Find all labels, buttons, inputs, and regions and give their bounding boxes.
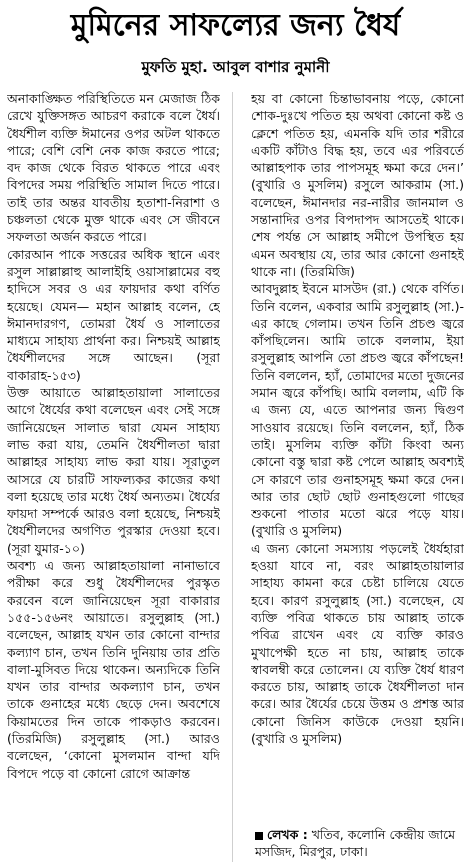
column-divider <box>232 92 233 862</box>
paragraph: অবশ্য এ জন্য আল্লাহতায়ালা নানাভাবে পরীক্ষা করে শুধু ধৈর্যশীলদের পুরস্কৃত করবেন বলে জানিয়েছেন সূরা বাকারার ১৫৫-১৫৬নং আয়াতে। রসুলুল্লাহ (সা.) বলেছেন, আল্লাহ যখন তার কোনো বান্দার কল্যাণ চান, তখন তিনি দুনিয়ায় তার প্রতি বালা-মুসিবত দিয়ে থাকেন। অন্যদিকে তিনি যখন তার বান্দার অকল্যাণ চান, তখন তাকে গুনাহের মধ্যে ছেড়ে দেন। অবশেষে কিয়ামতের দিন তাকে পাকড়াও করবেন। (তিরমিজি) রসুলুল্লাহ (সা.) আরও বলেছেন, ‘কোনো মুসলমান বান্দা যদি বিপদে পড়ে বা কোনো রোগে আক্রান্ত <box>7 558 220 781</box>
paragraph: আবদুল্লাহ ইবনে মাসউদ (রা.) থেকে বর্ণিত। তিনি বলেন, একবার আমি রসুলুল্লাহ (সা.)-এর কাছে গেলাম। তখন তিনি প্রচণ্ড জ্বরে কাঁপছিলেন। আমি তাকে বললাম, ইয়া রসুলুল্লাহ আপনি তো প্রচণ্ড জ্বরে কাঁপছেন! তিনি বললেন, হ্যাঁ, তোমাদের মতো দুজনের সমান জ্বরে কাঁপছি। আমি বললাম, এটি কি এ জন্য যে, এতে আপনার জন্য দ্বিগুণ সাওয়াব রয়েছে। তিনি বললেন, হ্যাঁ, ঠিক তাই। মুসলিম ব্যক্তি কাঁটা কিংবা অন্য কোনো বস্তু দ্বারা কষ্ট পেলে আল্লাহ অবশ্যই সে কারণে তার গুনাহসমূহ ক্ষমা করে দেন। আর তার ছোট ছোট গুনাহগুলো গাছের শুকনো পাতার মতো ঝরে পড়ে যায়। (বুখারি ও মুসলিম) <box>251 281 464 539</box>
author-byline: মুফতি মুহা. আবুল বাশার নুমানী <box>141 58 330 76</box>
paragraph: উক্ত আয়াতে আল্লাহতায়ালা সালাতের আগে ধৈর্যের কথা বলেছেন এবং সেই সঙ্গে জানিয়েছেন সালাত দ্বারা যেমন সাহায্য লাভ করা যায়, তেমনি ধৈর্যশীলতা দ্বারা আল্লাহর সাহায্য লাভ করা যায়। সূরাতুল আসরে যে চারটি সাফল্যকর কাজের কথা বলা হয়েছে তার মধ্যে ধৈর্য অন্যতম। ধৈর্যের ফায়দা সম্পর্কে আরও বলা হয়েছে, নিশ্চয়ই ধৈর্যশীলদের অগণিত পুরস্কার দেওয়া হবে। (সূরা যুমার-১০) <box>7 385 220 556</box>
author-note <box>255 826 467 860</box>
paragraph: অনাকাঙ্ক্ষিত পরিস্থিতিতে মন মেজাজ ঠিক রেখে যুক্তিসঙ্গত আচরণ করাকে বলে ধৈর্য। ধৈর্যশীল ব্যক্তি ঈমানের ওপর অটল থাকতে পারে; বেশি বেশি নেক কাজ করতে পারে; বদ কাজ থেকে বিরত থাকতে পারে এবং বিপদের সময় পরিস্থিতি সামাল দিতে পারে। তাই তার অন্তর যাবতীয় হতাশা-নিরাশা ও চঞ্চলতা থেকে মুক্ত থাকে এবং সে জীবনে সফলতা অর্জন করতে পারে। <box>7 91 220 245</box>
author-note-label: লেখক : <box>267 827 308 842</box>
paragraph: কোরআন পাকে সত্তরের অধিক স্থানে এবং রসুল সাল্লাল্লাহু আলাইহি ওয়াসাল্লামের বহু হাদিসে সবর ও এর ফায়দার কথা বর্ণিত হয়েছে। যেমন— মহান আল্লাহ বলেন, হে ঈমানদারগণ, তোমরা ধৈর্য ও সালাতের মাধ্যমে সাহায্য প্রার্থনা কর। নিশ্চয়ই আল্লাহ ধৈর্যশীলদের সঙ্গে আছেন। (সূরা বাকারাহ-১৫৩) <box>7 246 220 383</box>
article-column-left <box>7 90 220 867</box>
paragraph: এ জন্য কোনো সমস্যায় পড়লেই ধৈর্যহারা হওয়া যাবে না, বরং আল্লাহতায়ালার সাহায্য কামনা করে চেষ্টা চালিয়ে যেতে হবে। কারণ রসুলুল্লাহ (সা.) বলেছেন, যে ব্যক্তি পবিত্র থাকতে চায় আল্লাহ তাকে পবিত্র রাখেন এবং যে ব্যক্তি কারও মুখাপেক্ষী হতে না চায়, আল্লাহ তাকে স্বাবলম্বী করে তোলেন। যে ব্যক্তি ধৈর্য ধারণ করতে চায়, আল্লাহ তাকে ধৈর্যশীলতা দান করে। আর ধৈর্যের চেয়ে উত্তম ও প্রশস্ত আর কোনো জিনিস কাউকে দেওয়া হয়নি। (বুখারি ও মুসলিম) <box>251 540 464 746</box>
article-column-right <box>251 90 464 867</box>
square-bullet-icon <box>255 832 263 840</box>
author-note-text: খতিব, কলোনি কেন্দ্রীয় জামে মসজিদ, মিরপুর, ঢাকা। <box>255 827 456 859</box>
article-title: মুমিনের সাফল্যের জন্য ধৈর্য <box>70 8 401 43</box>
paragraph: হয় বা কোনো চিন্তাভাবনায় পড়ে, কোনো শোক-দুঃখে পতিত হয় অথবা কোনো কষ্ট ও ক্লেশে পতিত হয়, এমনকি যদি তার শরীরে একটি কাঁটাও বিদ্ধ হয়, তবে এর পরিবর্তে আল্লাহপাক তার পাপসমূহ ক্ষমা করে দেন।’ (বুখারি ও মুসলিম) রসুলে আকরাম (সা.) বলেছেন, ঈমানদার নর-নারীর জানমাল ও সন্তানাদির ওপর বিপদাপদ আসতেই থাকে। শেষ পর্যন্ত সে আল্লাহ সমীপে উপস্থিত হয় এমন অবস্থায় যে, তার আর কোনো গুনাহই থাকে না। (তিরমিজি) <box>251 91 464 279</box>
